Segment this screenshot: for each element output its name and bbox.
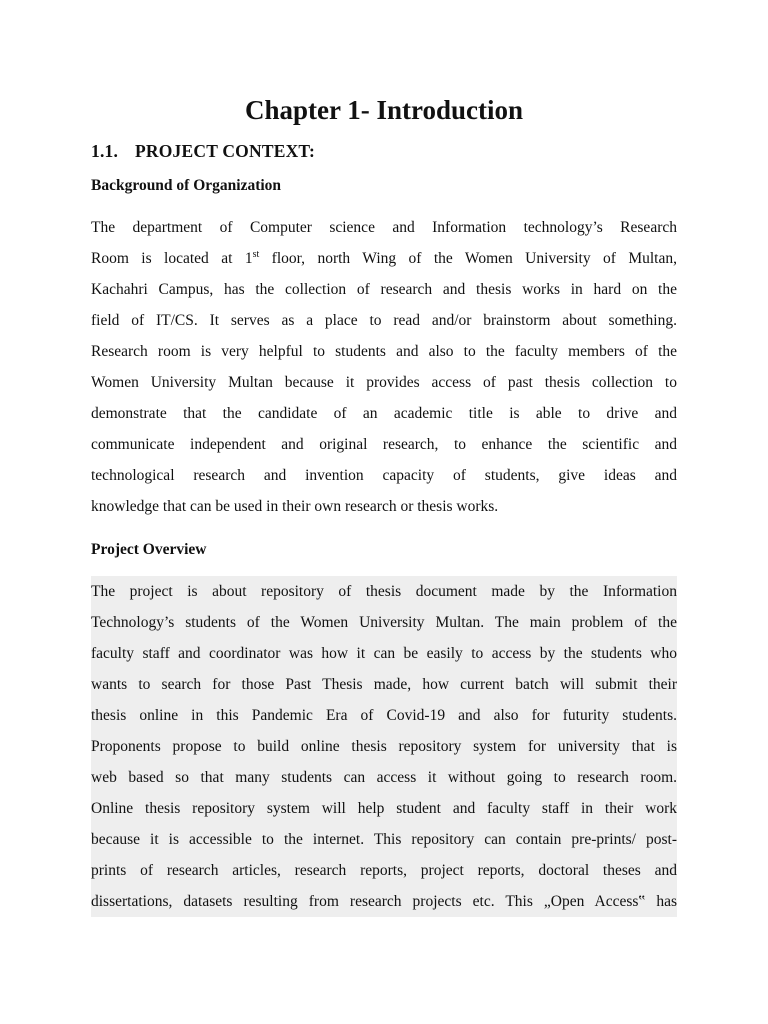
overview-paragraph xyxy=(91,576,677,917)
paragraph-line: web based so that many students can access it without going to research room. xyxy=(91,762,677,793)
paragraph-line xyxy=(91,243,677,274)
paragraph-line: Online thesis repository system will help student and faculty staff in their work xyxy=(91,793,677,824)
paragraph-line: Women University Multan because it provides access of past thesis collection to xyxy=(91,374,677,391)
paragraph-line: Research room is very helpful to students and also to the faculty members of the xyxy=(91,343,677,360)
paragraph-line: The project is about repository of thesis document made by the Information xyxy=(91,576,677,607)
line-text: floor, north Wing of the Women University of Multan, xyxy=(259,250,677,267)
section-title: PROJECT CONTEXT: xyxy=(135,141,316,161)
paragraph-line: faculty staff and coordinator was how it can be easily to access by the students who xyxy=(91,638,677,669)
paragraph-line: technological research and invention capacity of students, give ideas and xyxy=(91,467,677,484)
paragraph-line: Technology’s students of the Women University Multan. The main problem of the xyxy=(91,607,677,638)
paragraph-line: dissertations, datasets resulting from research projects etc. This „Open Access‟ has xyxy=(91,886,677,917)
overview-heading: Project Overview xyxy=(91,541,207,558)
paragraph-line: prints of research articles, research reports, project reports, doctoral theses and xyxy=(91,855,677,886)
paragraph-line: because it is accessible to the internet. This repository can contain pre-prints/ post- xyxy=(91,824,677,855)
paragraph-line: Kachahri Campus, has the collection of research and thesis works in hard on the xyxy=(91,281,677,298)
paragraph-line: knowledge that can be used in their own research or thesis works. xyxy=(91,498,499,515)
section-heading xyxy=(91,138,315,164)
background-paragraph xyxy=(91,212,677,522)
paragraph-line: The department of Computer science and Information technology’s Research xyxy=(91,219,677,236)
line-text: Room is located at 1 xyxy=(91,250,253,267)
paragraph-line: Proponents propose to build online thesis repository system for university that is xyxy=(91,731,677,762)
paragraph-line: demonstrate that the candidate of an academic title is able to drive and xyxy=(91,405,677,422)
paragraph-line: thesis online in this Pandemic Era of Covid-19 and also for futurity students. xyxy=(91,700,677,731)
paragraph-line: wants to search for those Past Thesis made, how current batch will submit their xyxy=(91,669,677,700)
background-heading: Background of Organization xyxy=(91,177,282,194)
paragraph-line: communicate independent and original research, to enhance the scientific and xyxy=(91,436,677,453)
section-number: 1.1. xyxy=(91,141,119,161)
superscript: st xyxy=(252,248,260,260)
chapter-title: Chapter 1- Introduction xyxy=(244,95,524,125)
paragraph-line: field of IT/CS. It serves as a place to read and/or brainstorm about something. xyxy=(91,312,677,329)
